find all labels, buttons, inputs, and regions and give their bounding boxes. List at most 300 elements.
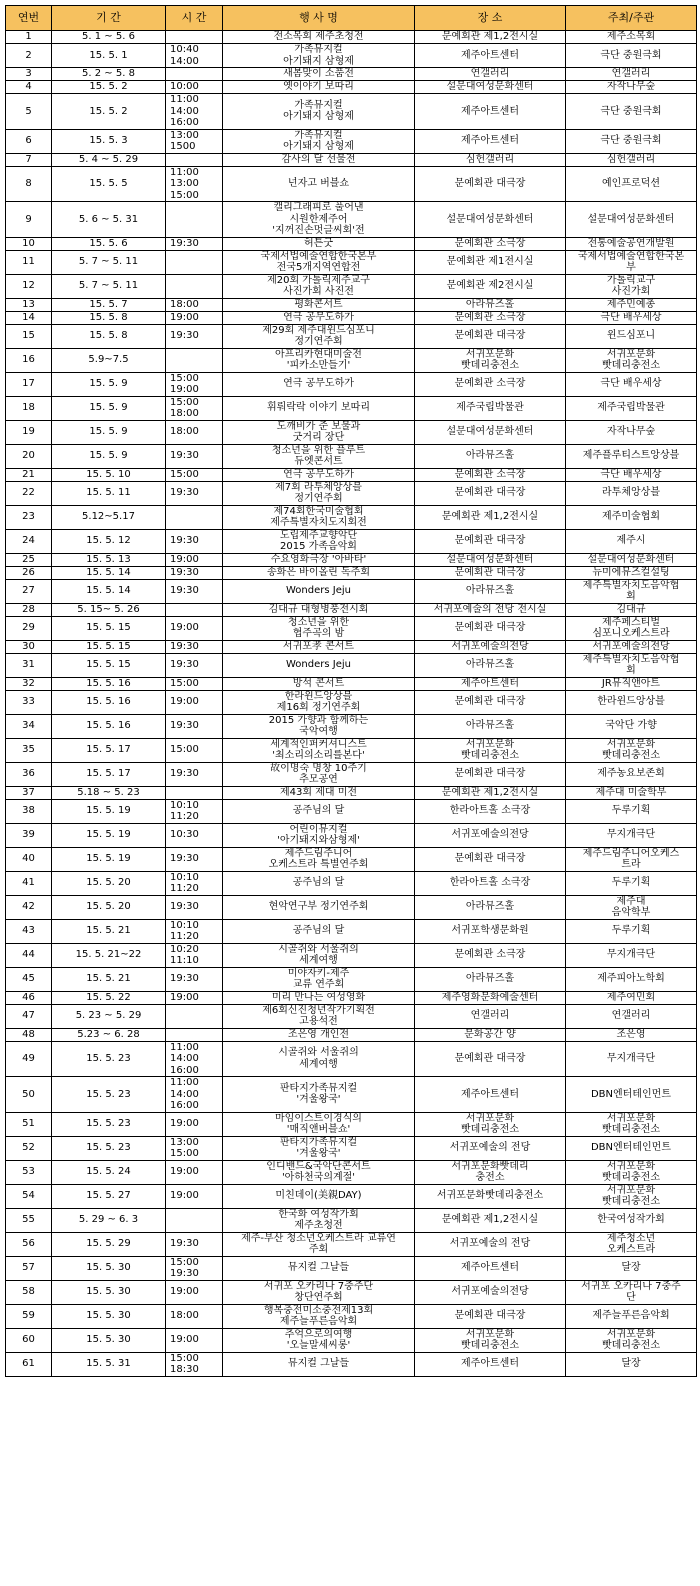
cell-event: 시골쥐와 서울쥐의 세계여행 bbox=[223, 943, 415, 967]
cell-period: 5. 4 ~ 5. 29 bbox=[52, 153, 166, 166]
cell-event: 공주님의 달 bbox=[223, 919, 415, 943]
cell-period: 5.23 ~ 6. 28 bbox=[52, 1028, 166, 1041]
table-row bbox=[6, 799, 697, 823]
cell-venue: 문예회관 대극장 bbox=[415, 529, 566, 553]
cell-no: 16 bbox=[6, 348, 52, 372]
cell-no: 43 bbox=[6, 919, 52, 943]
table-row bbox=[6, 871, 697, 895]
cell-host: 제주드림주니어오케스 트라 bbox=[566, 847, 697, 871]
cell-no: 36 bbox=[6, 762, 52, 786]
header-no: 연번 bbox=[6, 6, 52, 31]
cell-period: 5. 2 ~ 5. 8 bbox=[52, 68, 166, 81]
cell-period: 15. 5. 20 bbox=[52, 871, 166, 895]
cell-event: Wonders Jeju bbox=[223, 653, 415, 677]
cell-no: 58 bbox=[6, 1280, 52, 1304]
cell-venue: 서귀포예술의 전당 전시실 bbox=[415, 603, 566, 616]
cell-period: 15. 5. 11 bbox=[52, 481, 166, 505]
table-row bbox=[6, 895, 697, 919]
cell-time: 19:30 bbox=[166, 529, 223, 553]
cell-venue: 문예회관 소극장 bbox=[415, 943, 566, 967]
cell-venue: 아라뮤즈홀 bbox=[415, 579, 566, 603]
cell-venue: 아라뮤즈홀 bbox=[415, 714, 566, 738]
cell-host: 뉴미에뮤즈컬설팅 bbox=[566, 566, 697, 579]
cell-event: 공주님의 달 bbox=[223, 871, 415, 895]
cell-event: 한라윈드앙상블 제16회 정기연주회 bbox=[223, 690, 415, 714]
cell-venue: 문예회관 소극장 bbox=[415, 372, 566, 396]
cell-host: 달장 bbox=[566, 1256, 697, 1280]
cell-time: 10:10 11:20 bbox=[166, 799, 223, 823]
cell-period: 5. 1 ~ 5. 6 bbox=[52, 31, 166, 44]
table-row bbox=[6, 237, 697, 250]
cell-venue: 문예회관 제1,2전시실 bbox=[415, 31, 566, 44]
header-time: 시 간 bbox=[166, 6, 223, 31]
cell-venue: 문화공간 양 bbox=[415, 1028, 566, 1041]
cell-period: 15. 5. 30 bbox=[52, 1304, 166, 1328]
cell-time: 19:00 bbox=[166, 616, 223, 640]
cell-host: 서귀포예술의전당 bbox=[566, 640, 697, 653]
cell-host: 서귀포문화 빳데리충전소 bbox=[566, 1160, 697, 1184]
cell-period: 5. 7 ~ 5. 11 bbox=[52, 274, 166, 298]
cell-host: 제주국립박물관 bbox=[566, 396, 697, 420]
cell-host: 두루기획 bbox=[566, 799, 697, 823]
cell-period: 15. 5. 13 bbox=[52, 553, 166, 566]
cell-no: 26 bbox=[6, 566, 52, 579]
cell-host: 극단 중원극회 bbox=[566, 44, 697, 68]
cell-no: 56 bbox=[6, 1232, 52, 1256]
cell-event: 뮤지컬 그날들 bbox=[223, 1352, 415, 1376]
cell-event: 캘리그래피로 풀어낸 시원한제주어 '지꺼진손멋글씨회'전 bbox=[223, 202, 415, 238]
cell-venue: 문예회관 제2전시실 bbox=[415, 274, 566, 298]
cell-period: 5. 7 ~ 5. 11 bbox=[52, 250, 166, 274]
table-row bbox=[6, 468, 697, 481]
table-row bbox=[6, 616, 697, 640]
cell-no: 1 bbox=[6, 31, 52, 44]
cell-period: 15. 5. 19 bbox=[52, 823, 166, 847]
cell-time: 10:20 11:10 bbox=[166, 943, 223, 967]
cell-period: 15. 5. 23 bbox=[52, 1041, 166, 1077]
cell-host: 한라윈드앙상블 bbox=[566, 690, 697, 714]
cell-host: 무지개극단 bbox=[566, 823, 697, 847]
cell-venue: 문예회관 대극장 bbox=[415, 616, 566, 640]
cell-event: 방석 콘서트 bbox=[223, 677, 415, 690]
cell-period: 15. 5. 3 bbox=[52, 129, 166, 153]
cell-event: 도깨비가 준 보물과 굿거리 장단 bbox=[223, 420, 415, 444]
cell-no: 52 bbox=[6, 1136, 52, 1160]
cell-venue: 한라아트홀 소극장 bbox=[415, 871, 566, 895]
table-row bbox=[6, 396, 697, 420]
cell-period: 15. 5. 8 bbox=[52, 324, 166, 348]
cell-venue: 서귀포문화빳데리 충전소 bbox=[415, 1160, 566, 1184]
cell-period: 15. 5. 27 bbox=[52, 1184, 166, 1208]
cell-no: 14 bbox=[6, 311, 52, 324]
table-row bbox=[6, 202, 697, 238]
cell-time: 19:30 bbox=[166, 1232, 223, 1256]
cell-event: 뮤지컬 그날들 bbox=[223, 1256, 415, 1280]
table-row bbox=[6, 129, 697, 153]
cell-no: 54 bbox=[6, 1184, 52, 1208]
cell-event: 제43회 제대 미전 bbox=[223, 786, 415, 799]
cell-time: 19:00 bbox=[166, 1184, 223, 1208]
cell-time: 15:00 19:00 bbox=[166, 372, 223, 396]
cell-event: 넌자고 버블쇼 bbox=[223, 166, 415, 202]
cell-period: 5. 29 ~ 6. 3 bbox=[52, 1208, 166, 1232]
cell-event: 국제서법예술연합한국본부 전국5개지역연합전 bbox=[223, 250, 415, 274]
cell-venue: 아라뮤즈홀 bbox=[415, 653, 566, 677]
header-period: 기 간 bbox=[52, 6, 166, 31]
cell-time bbox=[166, 505, 223, 529]
cell-period: 15. 5. 29 bbox=[52, 1232, 166, 1256]
cell-no: 47 bbox=[6, 1004, 52, 1028]
cell-venue: 제주아트센터 bbox=[415, 1352, 566, 1376]
cell-time: 10:30 bbox=[166, 823, 223, 847]
cell-time: 19:30 bbox=[166, 237, 223, 250]
cell-host: 국제서법예술연합한국본 부 bbox=[566, 250, 697, 274]
cell-time: 19:00 bbox=[166, 553, 223, 566]
cell-time: 13:00 15:00 bbox=[166, 1136, 223, 1160]
cell-venue: 문예회관 대극장 bbox=[415, 1304, 566, 1328]
cell-venue: 문예회관 소극장 bbox=[415, 237, 566, 250]
cell-no: 15 bbox=[6, 324, 52, 348]
cell-period: 15. 5. 16 bbox=[52, 677, 166, 690]
cell-venue: 문예회관 소극장 bbox=[415, 468, 566, 481]
cell-no: 22 bbox=[6, 481, 52, 505]
cell-venue: 설문대여성문화센터 bbox=[415, 202, 566, 238]
cell-time: 13:00 1500 bbox=[166, 129, 223, 153]
cell-no: 48 bbox=[6, 1028, 52, 1041]
cell-period: 15. 5. 12 bbox=[52, 529, 166, 553]
table-row bbox=[6, 1136, 697, 1160]
cell-event: 연극 공무도하가 bbox=[223, 468, 415, 481]
cell-host: 한국여성작가회 bbox=[566, 1208, 697, 1232]
cell-no: 8 bbox=[6, 166, 52, 202]
cell-no: 45 bbox=[6, 967, 52, 991]
table-row bbox=[6, 1352, 697, 1376]
cell-host: 김대규 bbox=[566, 603, 697, 616]
cell-host: 제주청소년 오케스트라 bbox=[566, 1232, 697, 1256]
cell-host: 극단 배우세상 bbox=[566, 311, 697, 324]
cell-event: 가족뮤지컬 아기돼지 삼형제 bbox=[223, 94, 415, 130]
cell-no: 50 bbox=[6, 1077, 52, 1113]
cell-no: 33 bbox=[6, 690, 52, 714]
cell-event: 가족뮤지컬 아기돼지 삼형제 bbox=[223, 44, 415, 68]
cell-no: 44 bbox=[6, 943, 52, 967]
cell-host: 서귀포문화 빳데리충전소 bbox=[566, 1184, 697, 1208]
cell-venue: 설문대여성문화센터 bbox=[415, 81, 566, 94]
cell-period: 5.18 ~ 5. 23 bbox=[52, 786, 166, 799]
cell-period: 15. 5. 16 bbox=[52, 714, 166, 738]
cell-time: 15:00 19:30 bbox=[166, 1256, 223, 1280]
cell-host: 서귀포문화 빳데리충전소 bbox=[566, 1112, 697, 1136]
cell-venue: 아라뮤즈홀 bbox=[415, 967, 566, 991]
cell-host: 연갤러리 bbox=[566, 1004, 697, 1028]
cell-time: 19:00 bbox=[166, 1112, 223, 1136]
cell-host: 제주미술협회 bbox=[566, 505, 697, 529]
cell-no: 12 bbox=[6, 274, 52, 298]
cell-time: 11:00 14:00 16:00 bbox=[166, 1041, 223, 1077]
cell-venue: 심헌갤러리 bbox=[415, 153, 566, 166]
table-row bbox=[6, 298, 697, 311]
cell-time: 19:30 bbox=[166, 967, 223, 991]
cell-no: 25 bbox=[6, 553, 52, 566]
cell-period: 15. 5. 24 bbox=[52, 1160, 166, 1184]
table-row bbox=[6, 153, 697, 166]
cell-event: 판타지가족뮤지컬 '겨울왕국' bbox=[223, 1077, 415, 1113]
cell-venue: 서귀포문화 빳데리충전소 bbox=[415, 348, 566, 372]
cell-no: 2 bbox=[6, 44, 52, 68]
cell-venue: 문예회관 소극장 bbox=[415, 311, 566, 324]
cell-venue: 서귀포문화빳데리충전소 bbox=[415, 1184, 566, 1208]
table-row bbox=[6, 1077, 697, 1113]
cell-no: 46 bbox=[6, 991, 52, 1004]
table-row bbox=[6, 919, 697, 943]
cell-time bbox=[166, 603, 223, 616]
cell-host: 서귀포문화 빳데리충전소 bbox=[566, 348, 697, 372]
cell-time: 18:00 bbox=[166, 1304, 223, 1328]
cell-time bbox=[166, 202, 223, 238]
cell-no: 5 bbox=[6, 94, 52, 130]
cell-event: 제주드림주니어 오케스트라 특별연주회 bbox=[223, 847, 415, 871]
cell-host: 조은영 bbox=[566, 1028, 697, 1041]
table-row bbox=[6, 714, 697, 738]
cell-no: 13 bbox=[6, 298, 52, 311]
cell-no: 24 bbox=[6, 529, 52, 553]
cell-time: 19:00 bbox=[166, 1328, 223, 1352]
cell-time: 19:30 bbox=[166, 324, 223, 348]
cell-venue: 서귀포예술의전당 bbox=[415, 640, 566, 653]
cell-venue: 문예회관 제1전시실 bbox=[415, 250, 566, 274]
cell-host: 제주늘푸른음악회 bbox=[566, 1304, 697, 1328]
cell-period: 5.9~7.5 bbox=[52, 348, 166, 372]
table-row bbox=[6, 166, 697, 202]
cell-period: 15. 5. 21 bbox=[52, 967, 166, 991]
cell-period: 15. 5. 23 bbox=[52, 1077, 166, 1113]
table-row bbox=[6, 566, 697, 579]
cell-venue: 문예회관 대극장 bbox=[415, 690, 566, 714]
cell-time bbox=[166, 786, 223, 799]
cell-no: 9 bbox=[6, 202, 52, 238]
cell-period: 15. 5. 9 bbox=[52, 420, 166, 444]
cell-period: 15. 5. 31 bbox=[52, 1352, 166, 1376]
cell-host: 제주플루티스트앙상블 bbox=[566, 444, 697, 468]
cell-no: 61 bbox=[6, 1352, 52, 1376]
cell-host: 자작나무숲 bbox=[566, 420, 697, 444]
cell-host: 국악단 가향 bbox=[566, 714, 697, 738]
cell-time: 10:00 bbox=[166, 81, 223, 94]
cell-time: 19:30 bbox=[166, 579, 223, 603]
cell-venue: 제주아트센터 bbox=[415, 129, 566, 153]
cell-period: 15. 5. 30 bbox=[52, 1256, 166, 1280]
cell-host: 달장 bbox=[566, 1352, 697, 1376]
cell-venue: 설문대여성문화센터 bbox=[415, 553, 566, 566]
table-row bbox=[6, 991, 697, 1004]
cell-event: 故이명숙 명창 10주기 추모공연 bbox=[223, 762, 415, 786]
table-row bbox=[6, 68, 697, 81]
cell-venue: 연갤러리 bbox=[415, 68, 566, 81]
cell-time: 10:40 14:00 bbox=[166, 44, 223, 68]
cell-venue: 문예회관 대극장 bbox=[415, 481, 566, 505]
cell-no: 19 bbox=[6, 420, 52, 444]
cell-host: 두루기획 bbox=[566, 871, 697, 895]
cell-period: 15. 5. 17 bbox=[52, 762, 166, 786]
cell-time: 18:00 bbox=[166, 298, 223, 311]
cell-period: 15. 5. 2 bbox=[52, 81, 166, 94]
cell-no: 60 bbox=[6, 1328, 52, 1352]
table-row bbox=[6, 1112, 697, 1136]
cell-time: 19:00 bbox=[166, 1160, 223, 1184]
cell-venue: 제주아트센터 bbox=[415, 94, 566, 130]
table-row bbox=[6, 94, 697, 130]
cell-host: 제주시 bbox=[566, 529, 697, 553]
cell-host: 서귀포 오카리나 7중주 단 bbox=[566, 1280, 697, 1304]
cell-host: 무지개극단 bbox=[566, 1041, 697, 1077]
cell-period: 15. 5. 30 bbox=[52, 1280, 166, 1304]
cell-venue: 서귀포예술의전당 bbox=[415, 823, 566, 847]
cell-event: 2015 가향과 함께하는 국악여행 bbox=[223, 714, 415, 738]
cell-host: 서귀포문화 빳데리충전소 bbox=[566, 738, 697, 762]
cell-event: 조은영 개인전 bbox=[223, 1028, 415, 1041]
cell-no: 42 bbox=[6, 895, 52, 919]
cell-time: 19:30 bbox=[166, 444, 223, 468]
cell-time: 15:00 bbox=[166, 738, 223, 762]
table-row bbox=[6, 1028, 697, 1041]
cell-event: 서귀포孝 콘서트 bbox=[223, 640, 415, 653]
cell-time: 19:30 bbox=[166, 895, 223, 919]
table-row bbox=[6, 847, 697, 871]
cell-period: 15. 5. 9 bbox=[52, 372, 166, 396]
table-row bbox=[6, 348, 697, 372]
cell-no: 28 bbox=[6, 603, 52, 616]
cell-period: 15. 5. 8 bbox=[52, 311, 166, 324]
cell-venue: 문예회관 대극장 bbox=[415, 566, 566, 579]
cell-event: 새봄맞이 소품전 bbox=[223, 68, 415, 81]
header-venue: 장 소 bbox=[415, 6, 566, 31]
cell-time bbox=[166, 31, 223, 44]
table-row bbox=[6, 653, 697, 677]
cell-host: 극단 배우세상 bbox=[566, 468, 697, 481]
cell-host: 심헌갤러리 bbox=[566, 153, 697, 166]
cell-venue: 제주아트센터 bbox=[415, 1256, 566, 1280]
cell-period: 5. 15~ 5. 26 bbox=[52, 603, 166, 616]
cell-venue: 문예회관 대극장 bbox=[415, 324, 566, 348]
table-row bbox=[6, 274, 697, 298]
cell-host: 제주여민회 bbox=[566, 991, 697, 1004]
cell-period: 15. 5. 15 bbox=[52, 640, 166, 653]
cell-event: 수요영화극장 '아바타' bbox=[223, 553, 415, 566]
cell-time bbox=[166, 348, 223, 372]
cell-time: 19:30 bbox=[166, 847, 223, 871]
cell-event: 현악연구부 정기연주회 bbox=[223, 895, 415, 919]
table-row bbox=[6, 786, 697, 799]
cell-host: 윈드심포니 bbox=[566, 324, 697, 348]
cell-host: 설문대여성문화센터 bbox=[566, 553, 697, 566]
cell-period: 15. 5. 16 bbox=[52, 690, 166, 714]
cell-event: 미친데이(美親DAY) bbox=[223, 1184, 415, 1208]
cell-event: 제7회 라투체앙상블 정기연주회 bbox=[223, 481, 415, 505]
cell-host: JR뮤직앤아트 bbox=[566, 677, 697, 690]
cell-no: 11 bbox=[6, 250, 52, 274]
table-row bbox=[6, 481, 697, 505]
event-schedule-table bbox=[5, 5, 697, 1377]
cell-no: 41 bbox=[6, 871, 52, 895]
table-row bbox=[6, 690, 697, 714]
cell-event: 공주님의 달 bbox=[223, 799, 415, 823]
cell-no: 31 bbox=[6, 653, 52, 677]
cell-time: 15:00 bbox=[166, 468, 223, 481]
cell-host: 제주민예총 bbox=[566, 298, 697, 311]
cell-event: 인디밴드&국악단콘서트 '아하천국의계절' bbox=[223, 1160, 415, 1184]
cell-no: 38 bbox=[6, 799, 52, 823]
cell-venue: 서귀포예술의 전당 bbox=[415, 1232, 566, 1256]
cell-no: 3 bbox=[6, 68, 52, 81]
cell-no: 30 bbox=[6, 640, 52, 653]
table-row bbox=[6, 1208, 697, 1232]
table-row bbox=[6, 250, 697, 274]
cell-time bbox=[166, 1004, 223, 1028]
cell-no: 57 bbox=[6, 1256, 52, 1280]
cell-period: 15. 5. 15 bbox=[52, 653, 166, 677]
cell-host: 예인프로덕션 bbox=[566, 166, 697, 202]
cell-event: 미리 만나는 여성영화 bbox=[223, 991, 415, 1004]
cell-time: 19:00 bbox=[166, 991, 223, 1004]
cell-time bbox=[166, 153, 223, 166]
cell-host: 제주페스티벌 심포니오케스트라 bbox=[566, 616, 697, 640]
cell-period: 15. 5. 22 bbox=[52, 991, 166, 1004]
cell-period: 15. 5. 2 bbox=[52, 94, 166, 130]
cell-no: 51 bbox=[6, 1112, 52, 1136]
cell-period: 15. 5. 21 bbox=[52, 919, 166, 943]
cell-no: 4 bbox=[6, 81, 52, 94]
table-row bbox=[6, 967, 697, 991]
table-row bbox=[6, 31, 697, 44]
cell-venue: 제주아트센터 bbox=[415, 677, 566, 690]
cell-host: 극단 중원극회 bbox=[566, 94, 697, 130]
header-host: 주최/주관 bbox=[566, 6, 697, 31]
cell-period: 15. 5. 19 bbox=[52, 847, 166, 871]
table-row bbox=[6, 553, 697, 566]
table-row bbox=[6, 1280, 697, 1304]
cell-time: 19:30 bbox=[166, 481, 223, 505]
cell-time: 15:00 bbox=[166, 677, 223, 690]
table-row bbox=[6, 640, 697, 653]
cell-time: 19:00 bbox=[166, 690, 223, 714]
table-row bbox=[6, 823, 697, 847]
cell-time: 19:00 bbox=[166, 1280, 223, 1304]
cell-event: 가족뮤지컬 아기돼지 삼형제 bbox=[223, 129, 415, 153]
cell-host: 제주특별자치도음악협 회 bbox=[566, 653, 697, 677]
cell-venue: 문예회관 제1,2전시실 bbox=[415, 505, 566, 529]
cell-host: DBN엔터테인먼트 bbox=[566, 1136, 697, 1160]
cell-event: 제29회 제주대윈드심포니 정기연주회 bbox=[223, 324, 415, 348]
cell-venue: 문예회관 제1,2전시실 bbox=[415, 786, 566, 799]
cell-host: 제주농요보존회 bbox=[566, 762, 697, 786]
table-row bbox=[6, 372, 697, 396]
cell-no: 27 bbox=[6, 579, 52, 603]
cell-no: 21 bbox=[6, 468, 52, 481]
cell-event: 서귀포 오카리나 7중주단 창단연주회 bbox=[223, 1280, 415, 1304]
cell-time: 18:00 bbox=[166, 420, 223, 444]
cell-event: 연극 공무도하가 bbox=[223, 372, 415, 396]
cell-period: 5. 23 ~ 5. 29 bbox=[52, 1004, 166, 1028]
cell-no: 7 bbox=[6, 153, 52, 166]
cell-event: 제6회신진청년작가기획전 고용석전 bbox=[223, 1004, 415, 1028]
cell-event: 제주-부산 청소년오케스트라 교류연 주회 bbox=[223, 1232, 415, 1256]
cell-venue: 설문대여성문화센터 bbox=[415, 420, 566, 444]
cell-period: 15. 5. 19 bbox=[52, 799, 166, 823]
cell-no: 6 bbox=[6, 129, 52, 153]
cell-venue: 문예회관 대극장 bbox=[415, 166, 566, 202]
cell-venue: 제주아트센터 bbox=[415, 1077, 566, 1113]
cell-venue: 제주영화문화예술센터 bbox=[415, 991, 566, 1004]
